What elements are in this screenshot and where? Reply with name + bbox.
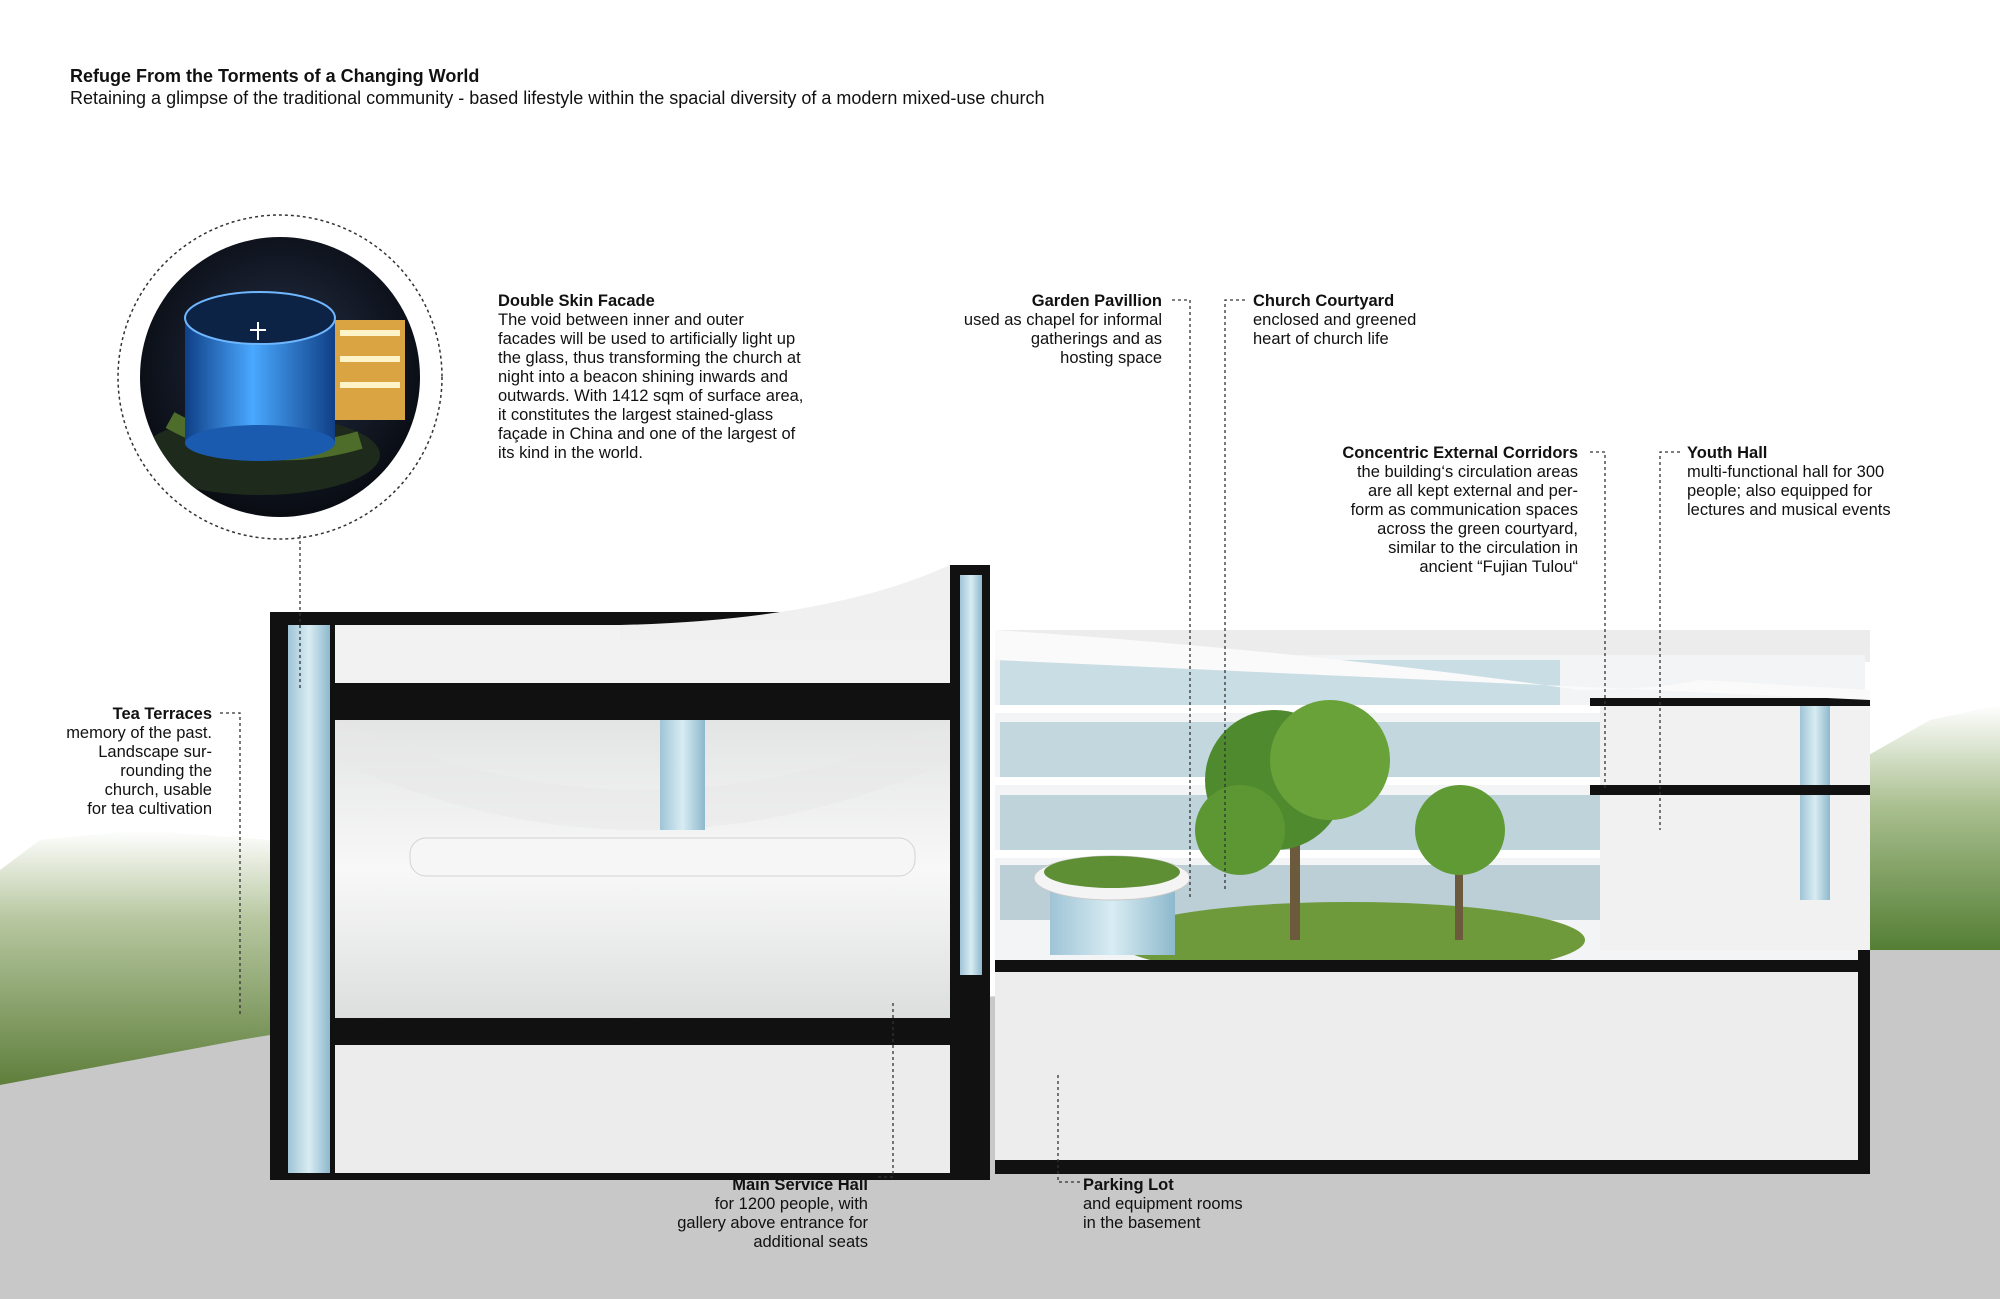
tea-terraces-annotation <box>30 705 212 819</box>
diagram-subtitle: Retaining a glimpse of the traditional community - based lifestyle within the spacial diversity of a modern mixed-use church <box>70 88 1045 108</box>
tea-terrace-right <box>1860 705 2000 960</box>
garden-pavilion <box>1034 856 1190 955</box>
church-courtyard-annotation <box>1253 292 1483 349</box>
garden-pavillion-heading: Garden Pavillion <box>1031 292 1162 310</box>
parking-heading: Parking Lot <box>1083 1176 1174 1194</box>
night-render-inset <box>118 215 442 539</box>
main-hall-heading: Main Service Hall <box>732 1176 868 1194</box>
garden-pavillion-body: used as chapel for informal gatherings and as hosting space <box>963 311 1162 367</box>
double-skin-facade-annotation <box>498 292 878 463</box>
youth-hall-heading: Youth Hall <box>1687 444 1768 462</box>
church-courtyard-body: enclosed and greened heart of church life <box>1253 311 1417 348</box>
double-skin-heading: Double Skin Facade <box>498 292 655 310</box>
tea-terraces-body: memory of the past. Landscape sur- rounding the church, usable for tea cultivation <box>66 724 212 818</box>
double-skin-body: The void between inner and outer facades will be used to artificially light up the glass, thus transforming the church at night into a beacon shining inwards and outwards. With 1412 sqm of surface area, it constitutes the largest stained-glass façade in China and one of the largest of its kind in the world. <box>498 311 804 462</box>
main-hall-body: for 1200 people, with gallery above entrance for additional seats <box>677 1195 868 1251</box>
main-service-hall-annotation <box>600 1176 868 1252</box>
youth-hall-body: multi-functional hall for 300 people; also equipped for lectures and musical events <box>1687 463 1891 519</box>
tea-terraces-heading: Tea Terraces <box>112 705 212 723</box>
concentric-corridors-annotation <box>1270 444 1578 577</box>
parking-lot-annotation <box>1083 1176 1323 1233</box>
garden-pavillion-annotation <box>910 292 1162 368</box>
main-hall-section <box>270 565 990 1180</box>
corridors-body: the building‘s circulation areas are all kept external and per- form as communication spaces across the green courtyard, similar to the circulation in ancient “Fujian Tulou“ <box>1350 463 1578 576</box>
corridors-heading: Concentric External Corridors <box>1342 444 1578 462</box>
church-courtyard-heading: Church Courtyard <box>1253 292 1395 310</box>
parking-body: and equipment rooms in the basement <box>1083 1195 1243 1232</box>
youth-hall-annotation <box>1687 444 1967 520</box>
diagram-title: Refuge From the Torments of a Changing World <box>70 66 480 86</box>
courtyard-section <box>995 630 1870 1174</box>
